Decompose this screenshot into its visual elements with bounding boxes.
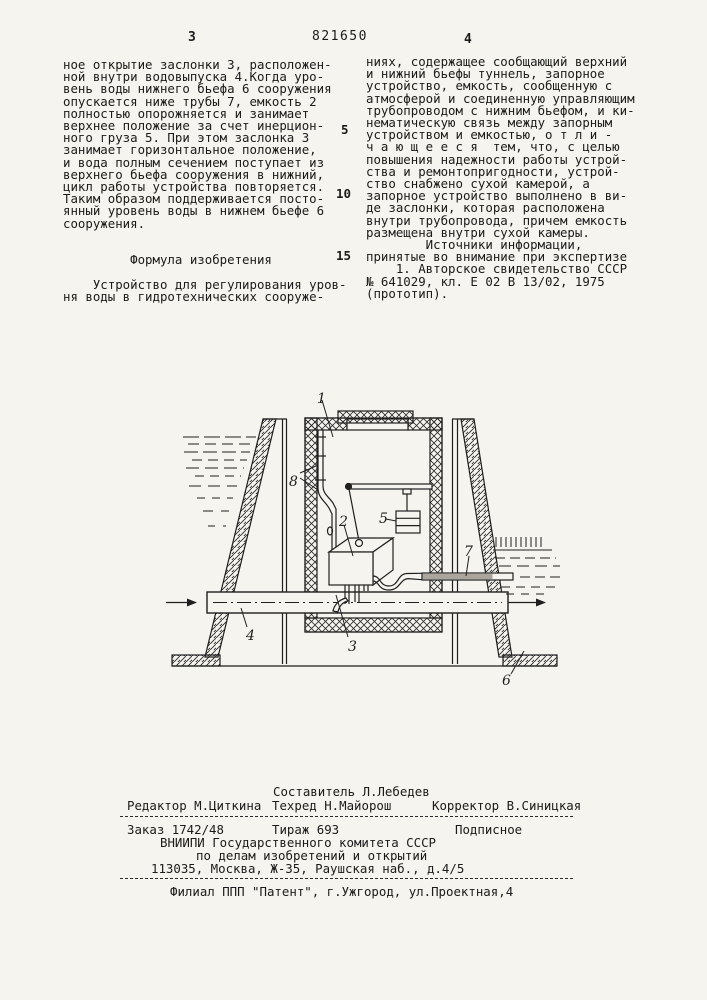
figure-label-3: 3 [348,639,357,655]
footer-editor: Редактор М.Циткина [127,798,262,813]
figure-label-1: 1 [317,391,326,407]
footer-org-line2: по делам изобретений и открытий [196,848,428,863]
footer-print-run: Тираж 693 [272,822,340,837]
figure-label-4: 4 [246,628,255,644]
water-downstream [493,537,562,594]
footer-branch: Филиал ППП "Патент", г.Ужгород, ул.Проектная,4 [170,884,514,899]
outflow-arrow [508,599,546,607]
column-left: ное открытие заслонки 3, расположен- ной внутри водовыпуска 4.Когда уро- вень воды нижнего бьефа 6 сооружения опускается ниже трубы 7, емкость 2 полностью опорожняется и занимает верхнее положение за счет инерцион- ного груза 5. При этом заслонка 3 занимает горизонтальное положение, и вода полным сечением поступает из верхнего бьефа сооружения в нижний, цикл работы устройства повторяется. Таким образом поддерживается посто- янный уровень воды в нижнем бьефе 6 сооружения. Формула изобретения Устройство для регулирования уров- ня воды в гидротехнических сооруже- [63,57,347,304]
footer-techred: Техред Н.Майорош [272,798,392,813]
footer-divider [120,878,573,879]
figure-drawing [0,380,707,700]
page-number-left: 3 [188,30,196,45]
column-right: ниях, содержащее сообщающий верхний и нижний бьефы туннель, запорное устройство, емкость, сообщенную с атмосферой и соединенную управляющим трубопроводом с нижним бьефом, и ки- нематическую связь между запорным устройством и емкостью, о т л и - ч а ю щ е е с я тем, что, с целью повышения надежности работы устрой- ства и ремонтопригодности, устрой- ство снабжено сухой камерой, а запорное устройство выполнено в ви- де заслонки, которая расположена внутри трубопровода, причем емкость размещена внутри сухой камеры. Источники информации, принятые во внимание при экспертизе 1. Авторское свидетельство СССР № 641029, кл. Е 02 В 13/02, 1975 (прототип). [366,54,635,301]
figure-label-5: 5 [379,511,388,527]
figure-label-6: 6 [502,673,511,689]
tunnel-pipe [166,592,546,613]
right-dam [452,419,512,664]
chamber-lid [338,411,413,423]
line-marker-15: 15 [336,248,352,263]
page-number-right: 4 [464,32,472,47]
inflow-arrow [166,599,197,607]
footer-org-line1: ВНИИПИ Государственного комитета СССР [160,835,437,850]
bank-ticks [496,537,541,547]
counterweight [396,511,420,533]
footer-org-address: 113035, Москва, Ж-35, Раушская наб., д.4/5 [151,861,465,876]
line-marker-10: 10 [336,186,352,201]
footer-corrector: Корректор В.Синицкая [432,798,582,813]
line-marker-5: 5 [341,122,349,137]
footer-subscription: Подписное [455,822,523,837]
footer-compiler: Составитель Л.Лебедев [273,784,430,799]
footer-divider [120,816,573,817]
footer-order-number: Заказ 1742/48 [127,822,224,837]
figure-label-2: 2 [339,514,348,530]
publication-number: 821650 [312,29,368,44]
figure-label-8: 8 [289,474,298,490]
figure-label-7: 7 [464,544,473,560]
